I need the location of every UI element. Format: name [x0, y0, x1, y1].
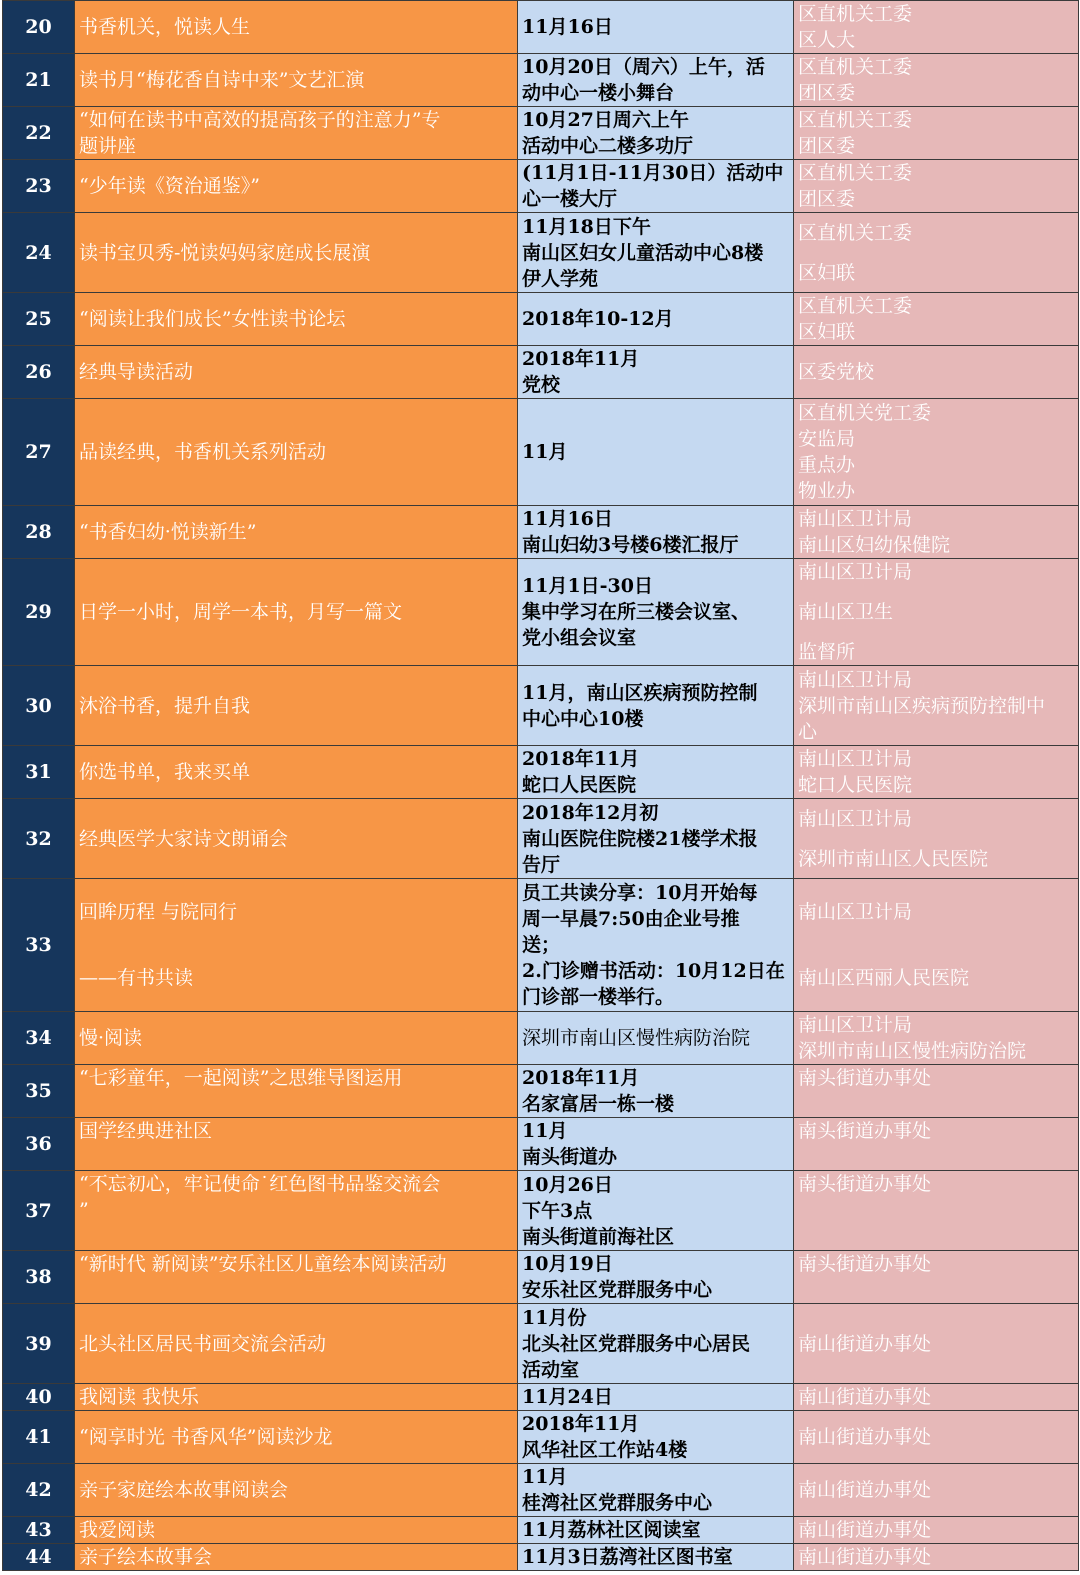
- row-number: 43: [3, 1517, 75, 1544]
- organizer: 南山区卫计局 深圳市南山区慢性病防治院: [794, 1012, 1079, 1065]
- organizer: 南山街道办事处: [794, 1384, 1079, 1411]
- row-number: 23: [3, 160, 75, 213]
- activity-name: 经典医学大家诗文朗诵会: [75, 799, 518, 879]
- table-row: [3, 399, 1079, 506]
- activity-name: “书香妇幼·悦读新生”: [75, 506, 518, 559]
- row-number: 34: [3, 1012, 75, 1065]
- row-number: 26: [3, 346, 75, 399]
- row-number: 38: [3, 1251, 75, 1304]
- row-number: 27: [3, 399, 75, 506]
- activity-time-place: 2018年10-12月: [518, 293, 794, 346]
- organizer: 南山区卫计局 蛇口人民医院: [794, 746, 1079, 799]
- activity-name: “七彩童年，一起阅读”之思维导图运用: [75, 1065, 518, 1118]
- table-row: [3, 1012, 1079, 1065]
- table-row: [3, 160, 1079, 213]
- organizer: 南头街道办事处: [794, 1171, 1079, 1251]
- activity-time-place: 11月 南头街道办: [518, 1118, 794, 1171]
- row-number: 37: [3, 1171, 75, 1251]
- organizer: 南山街道办事处: [794, 1411, 1079, 1464]
- row-number: 41: [3, 1411, 75, 1464]
- activity-name: 读书宝贝秀-悦读妈妈家庭成长展演: [75, 213, 518, 293]
- table-row: [3, 1411, 1079, 1464]
- table-row: [3, 213, 1079, 293]
- activity-name: 国学经典进社区: [75, 1118, 518, 1171]
- table-row: [3, 1118, 1079, 1171]
- table-row: [3, 346, 1079, 399]
- activity-name: 回眸历程 与院同行 ——有书共读: [75, 879, 518, 1012]
- row-number: 22: [3, 107, 75, 160]
- table-row: [3, 879, 1079, 1012]
- activity-time-place: 深圳市南山区慢性病防治院: [518, 1012, 794, 1065]
- activity-name: 经典导读活动: [75, 346, 518, 399]
- organizer: 南头街道办事处: [794, 1118, 1079, 1171]
- activity-time-place: 11月，南山区疾病预防控制 中心中心10楼: [518, 666, 794, 746]
- activity-time-place: 11月18日下午 南山区妇女儿童活动中心8楼 伊人学苑: [518, 213, 794, 293]
- activity-name: 我爱阅读: [75, 1517, 518, 1544]
- row-number: 24: [3, 213, 75, 293]
- activity-time-place: 2018年11月 名家富居一栋一楼: [518, 1065, 794, 1118]
- activity-name: 沐浴书香，提升自我: [75, 666, 518, 746]
- organizer: 区直机关工委 区妇联: [794, 213, 1079, 293]
- organizer: 区直机关工委 团区委: [794, 160, 1079, 213]
- table-row: [3, 1304, 1079, 1384]
- row-number: 39: [3, 1304, 75, 1384]
- table-row: [3, 293, 1079, 346]
- organizer: 南山区卫计局 南山区妇幼保健院: [794, 506, 1079, 559]
- row-number: 30: [3, 666, 75, 746]
- organizer: 南山区卫计局 深圳市南山区疾病预防控制中 心: [794, 666, 1079, 746]
- row-number: 29: [3, 559, 75, 666]
- organizer: 南山街道办事处: [794, 1464, 1079, 1517]
- organizer: 区委党校: [794, 346, 1079, 399]
- organizer: 区直机关工委 团区委: [794, 107, 1079, 160]
- activity-time-place: 10月20日（周六）上午，活 动中心一楼小舞台: [518, 54, 794, 107]
- table-row: [3, 1384, 1079, 1411]
- activity-name: 读书月“梅花香自诗中来”文艺汇演: [75, 54, 518, 107]
- activity-time-place: 11月1日-30日 集中学习在所三楼会议室、 党小组会议室: [518, 559, 794, 666]
- organizer: 区直机关党工委 安监局 重点办 物业办: [794, 399, 1079, 506]
- activity-name: 你选书单，我来买单: [75, 746, 518, 799]
- organizer: 南头街道办事处: [794, 1065, 1079, 1118]
- row-number: 20: [3, 1, 75, 54]
- organizer: 区直机关工委 区妇联: [794, 293, 1079, 346]
- row-number: 28: [3, 506, 75, 559]
- activity-name: “阅享时光 书香风华”阅读沙龙: [75, 1411, 518, 1464]
- row-number: 21: [3, 54, 75, 107]
- activity-time-place: 10月27日周六上午 活动中心二楼多功厅: [518, 107, 794, 160]
- activity-name: 我阅读 我快乐: [75, 1384, 518, 1411]
- table-row: [3, 1171, 1079, 1251]
- table-row: [3, 1464, 1079, 1517]
- activity-time-place: 11月 桂湾社区党群服务中心: [518, 1464, 794, 1517]
- organizer: 南山街道办事处: [794, 1544, 1079, 1571]
- activity-name: “新时代 新阅读”安乐社区儿童绘本阅读活动: [75, 1251, 518, 1304]
- activity-name: “不忘初心，牢记使命˙红色图书品鉴交流会 ”: [75, 1171, 518, 1251]
- organizer: 南山街道办事处: [794, 1304, 1079, 1384]
- activity-time-place: 11月份 北头社区党群服务中心居民 活动室: [518, 1304, 794, 1384]
- organizer: 区直机关工委 区人大: [794, 1, 1079, 54]
- table-row: [3, 107, 1079, 160]
- organizer: 南山区卫计局 南山区卫生 监督所: [794, 559, 1079, 666]
- activity-name: 亲子家庭绘本故事阅读会: [75, 1464, 518, 1517]
- activity-time-place: 11月16日: [518, 1, 794, 54]
- table-row: [3, 1065, 1079, 1118]
- table-row: [3, 1, 1079, 54]
- organizer: 南山区卫计局 深圳市南山区人民医院: [794, 799, 1079, 879]
- row-number: 33: [3, 879, 75, 1012]
- activity-time-place: 11月荔林社区阅读室: [518, 1517, 794, 1544]
- activity-time-place: 2018年11月 蛇口人民医院: [518, 746, 794, 799]
- activity-time-place: 11月16日 南山妇幼3号楼6楼汇报厅: [518, 506, 794, 559]
- activity-time-place: 2018年11月 党校: [518, 346, 794, 399]
- activity-name: “阅读让我们成长”女性读书论坛: [75, 293, 518, 346]
- activity-time-place: 11月: [518, 399, 794, 506]
- row-number: 36: [3, 1118, 75, 1171]
- table-row: [3, 1251, 1079, 1304]
- row-number: 44: [3, 1544, 75, 1571]
- activity-name: 品读经典，书香机关系列活动: [75, 399, 518, 506]
- organizer: 南山街道办事处: [794, 1517, 1079, 1544]
- table-row: [3, 746, 1079, 799]
- organizer: 南山区卫计局 南山区西丽人民医院: [794, 879, 1079, 1012]
- activity-time-place: 11月3日荔湾社区图书室: [518, 1544, 794, 1571]
- table-row: [3, 1517, 1079, 1544]
- activity-name: 北头社区居民书画交流会活动: [75, 1304, 518, 1384]
- row-number: 40: [3, 1384, 75, 1411]
- row-number: 31: [3, 746, 75, 799]
- table-row: [3, 559, 1079, 666]
- table-row: [3, 54, 1079, 107]
- activity-time-place: 2018年11月 风华社区工作站4楼: [518, 1411, 794, 1464]
- activity-name: 慢·阅读: [75, 1012, 518, 1065]
- activity-time-place: 10月19日 安乐社区党群服务中心: [518, 1251, 794, 1304]
- row-number: 25: [3, 293, 75, 346]
- activity-time-place: (11月1日-11月30日）活动中 心一楼大厅: [518, 160, 794, 213]
- activity-name: “如何在读书中高效的提高孩子的注意力”专 题讲座: [75, 107, 518, 160]
- activity-time-place: 10月26日 下午3点 南头街道前海社区: [518, 1171, 794, 1251]
- organizer: 区直机关工委 团区委: [794, 54, 1079, 107]
- organizer: 南头街道办事处: [794, 1251, 1079, 1304]
- activity-time-place: 2018年12月初 南山医院住院楼21楼学术报 告厅: [518, 799, 794, 879]
- activity-time-place: 员工共读分享：10月开始每 周一早晨7:50由企业号推 送； 2.门诊赠书活动：10月12日在 门诊部一楼举行。: [518, 879, 794, 1012]
- activity-time-place: 11月24日: [518, 1384, 794, 1411]
- table-row: [3, 666, 1079, 746]
- activity-schedule-table: [2, 0, 1079, 1571]
- table-row: [3, 506, 1079, 559]
- row-number: 32: [3, 799, 75, 879]
- row-number: 35: [3, 1065, 75, 1118]
- row-number: 42: [3, 1464, 75, 1517]
- activity-name: 书香机关，悦读人生: [75, 1, 518, 54]
- activity-name: 亲子绘本故事会: [75, 1544, 518, 1571]
- table-row: [3, 1544, 1079, 1571]
- table-row: [3, 799, 1079, 879]
- activity-name: 日学一小时，周学一本书，月写一篇文: [75, 559, 518, 666]
- activity-name: “少年读《资治通鉴》”: [75, 160, 518, 213]
